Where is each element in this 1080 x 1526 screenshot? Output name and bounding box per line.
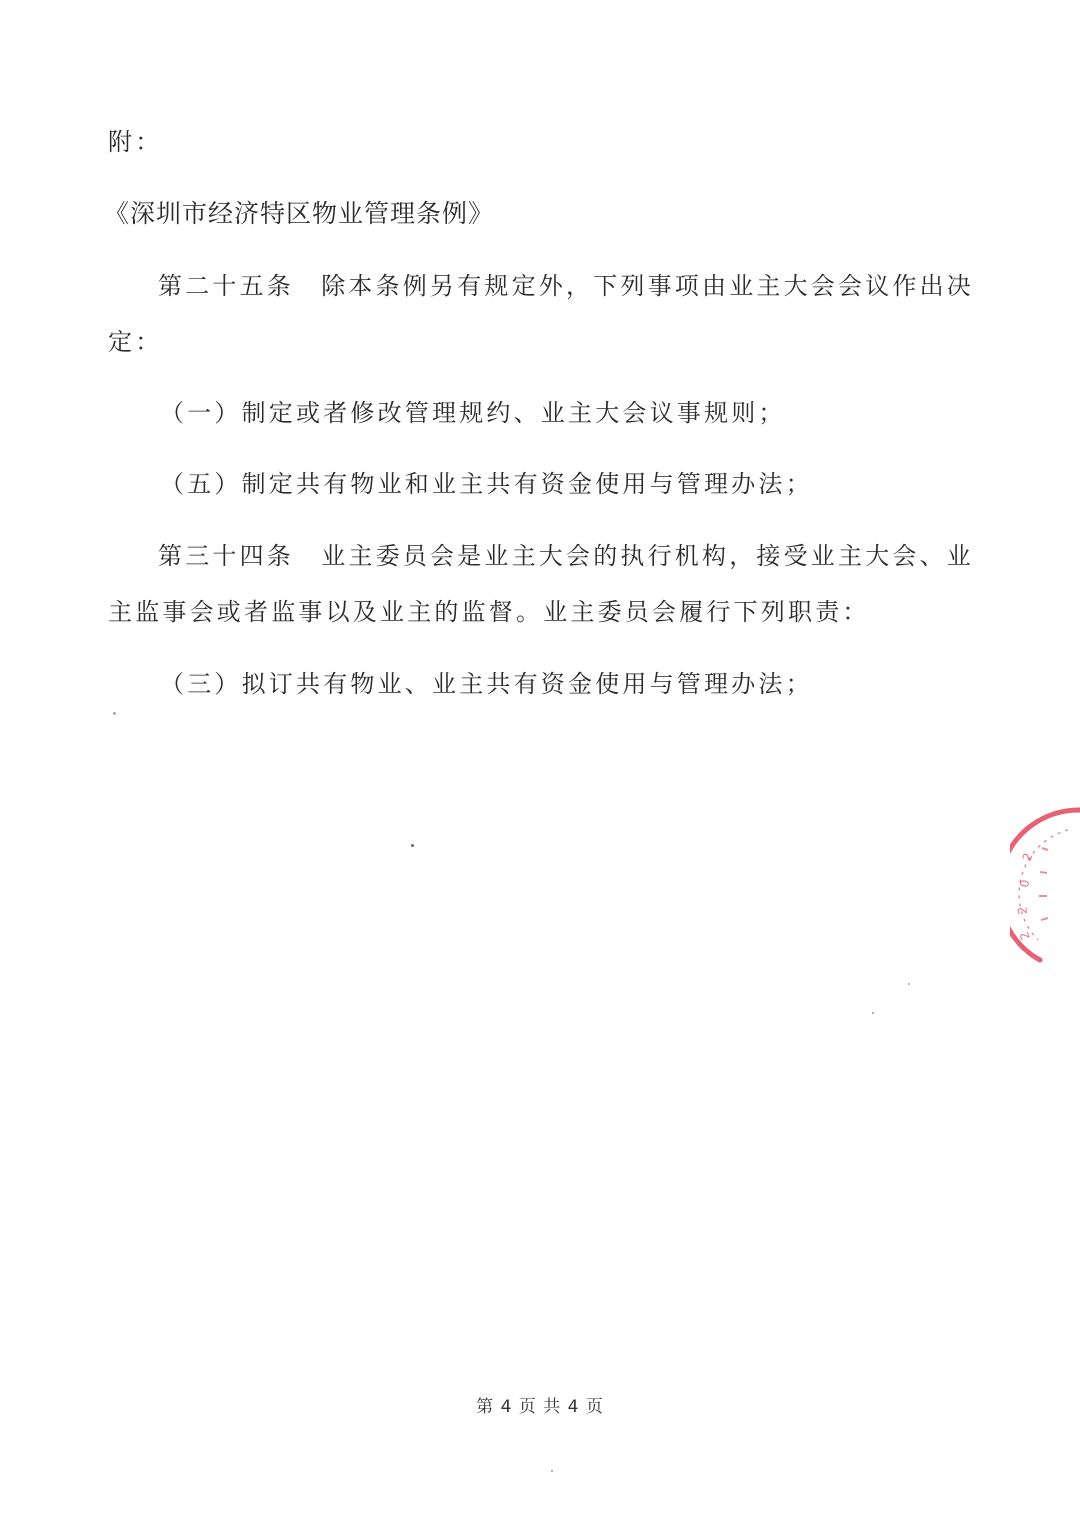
- official-seal-stamp: [1010, 790, 1080, 990]
- article-25-line-1: 第二十五条 除本条例另有规定外，下列事项由业主大会会议作出决: [158, 272, 974, 300]
- scan-speck: [113, 712, 116, 715]
- article-25-line-2: 定：: [108, 328, 163, 356]
- scan-speck: [872, 1012, 874, 1014]
- svg-text:2: 2: [1019, 851, 1036, 864]
- scan-speck: [551, 1470, 553, 1472]
- article-25-item-1: （一）制定或者修改管理规约、业主大会议事规则；: [160, 399, 786, 427]
- scan-speck: [411, 844, 414, 847]
- svg-text:0: 0: [1017, 878, 1033, 889]
- article-34-item-3: （三）拟订共有物业、业主共有资金使用与管理办法；: [160, 670, 813, 698]
- svg-text:2: 2: [1015, 906, 1030, 915]
- svg-text:2: 2: [1017, 929, 1033, 942]
- article-34-line-2: 主监事会或者监事以及业主的监督。业主委员会履行下列职责：: [108, 598, 870, 626]
- article-34-line-1: 第三十四条 业主委员会是业主大会的执行机构，接受业主大会、业: [158, 542, 974, 570]
- article-25-item-5: （五）制定共有物业和业主共有资金使用与管理办法；: [160, 470, 813, 498]
- regulation-title: 《深圳市经济特区物业管理条例》: [104, 199, 495, 228]
- page-number-footer: 第 4 页 共 4 页: [476, 1397, 604, 1417]
- attachment-label: 附：: [108, 128, 163, 156]
- scan-speck: [908, 983, 910, 985]
